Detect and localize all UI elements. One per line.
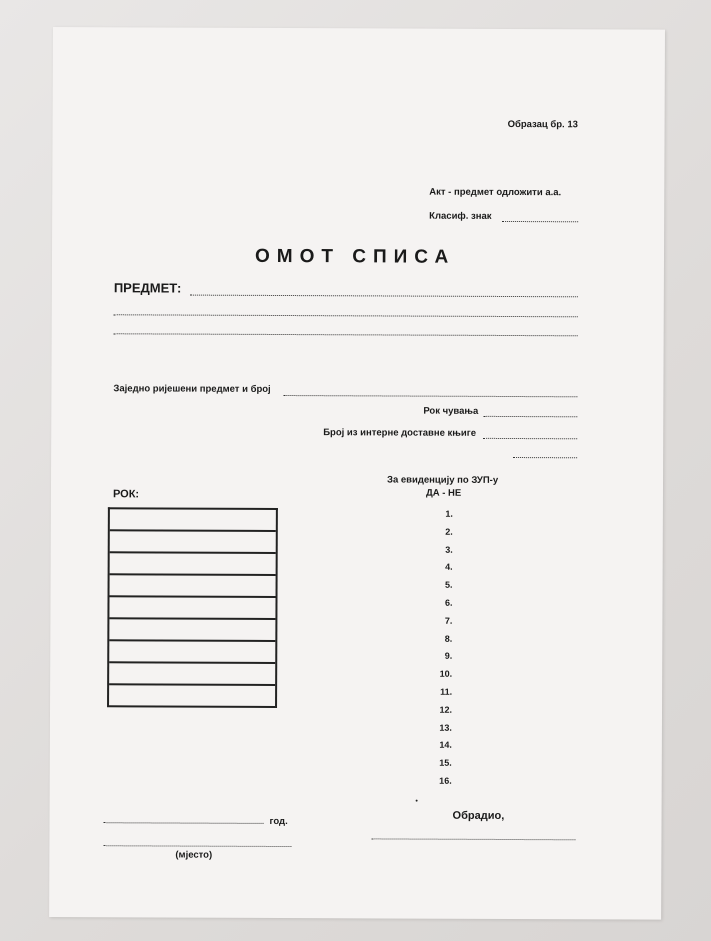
numbered-item: 16. bbox=[439, 775, 452, 786]
numbered-item: 13. bbox=[439, 722, 452, 733]
deadline-row bbox=[110, 575, 276, 598]
processed-by: Обрадио, bbox=[452, 809, 505, 822]
deadline-row bbox=[109, 685, 275, 708]
class-mark-label: Класиф. знак bbox=[429, 210, 492, 222]
numbered-item: 8. bbox=[444, 633, 453, 644]
numbered-item: 11. bbox=[440, 686, 453, 697]
deadline-row bbox=[109, 619, 275, 642]
form-number: Образац бр. 13 bbox=[507, 118, 578, 131]
document-page bbox=[49, 27, 665, 920]
numbered-item: 1. bbox=[445, 508, 453, 519]
subject-line-3 bbox=[114, 333, 578, 336]
numbered-item: 6. bbox=[444, 597, 453, 608]
numbered-item: 10. bbox=[439, 668, 453, 679]
deadline-row bbox=[109, 641, 275, 664]
deadline-row bbox=[109, 597, 275, 620]
retention-label: Рок чувања bbox=[423, 405, 479, 417]
numbered-item: 15. bbox=[439, 757, 452, 768]
deadline-row bbox=[110, 509, 276, 532]
place-label: (мјесто) bbox=[175, 849, 213, 861]
yes-no: ДА - НЕ bbox=[425, 487, 462, 499]
extra-dots bbox=[513, 457, 577, 458]
numbered-item: 9. bbox=[444, 651, 453, 662]
document-title: ОМОТ СПИСА bbox=[254, 245, 456, 268]
numbered-item: 12. bbox=[439, 704, 453, 715]
together-label: Заједно ријешени предмет и број bbox=[113, 383, 271, 395]
numbered-item: 7. bbox=[444, 615, 453, 626]
year-label: год. bbox=[269, 815, 288, 828]
subject-line-2 bbox=[114, 314, 578, 317]
subject-label: ПРЕДМЕТ: bbox=[113, 280, 182, 296]
subject-line-1 bbox=[190, 295, 578, 298]
deadline-row bbox=[110, 553, 276, 576]
numbered-item: 14. bbox=[439, 740, 452, 751]
internal-number-label: Број из интерне доставне књиге bbox=[323, 427, 477, 439]
numbered-item: 3. bbox=[445, 544, 453, 555]
deadline-row bbox=[109, 663, 275, 686]
numbered-item: 4. bbox=[445, 562, 453, 573]
numbered-item: 2. bbox=[445, 526, 453, 537]
act-line: Акт - предмет одложити а.а. bbox=[429, 186, 562, 199]
numbered-item: 5. bbox=[445, 579, 453, 590]
deadline-row bbox=[110, 531, 276, 554]
class-mark-dots bbox=[502, 221, 578, 222]
internal-number-dots bbox=[483, 438, 577, 439]
zup-label: За евиденцију по ЗУП-у bbox=[387, 474, 499, 486]
retention-dots bbox=[483, 416, 577, 417]
year-dots bbox=[104, 822, 264, 824]
deadline-table bbox=[107, 507, 278, 708]
deadline-label: РОК: bbox=[112, 488, 140, 501]
together-dots bbox=[283, 395, 577, 397]
place-line bbox=[103, 845, 291, 847]
signature-line bbox=[371, 838, 575, 840]
dot-mark bbox=[416, 800, 418, 802]
